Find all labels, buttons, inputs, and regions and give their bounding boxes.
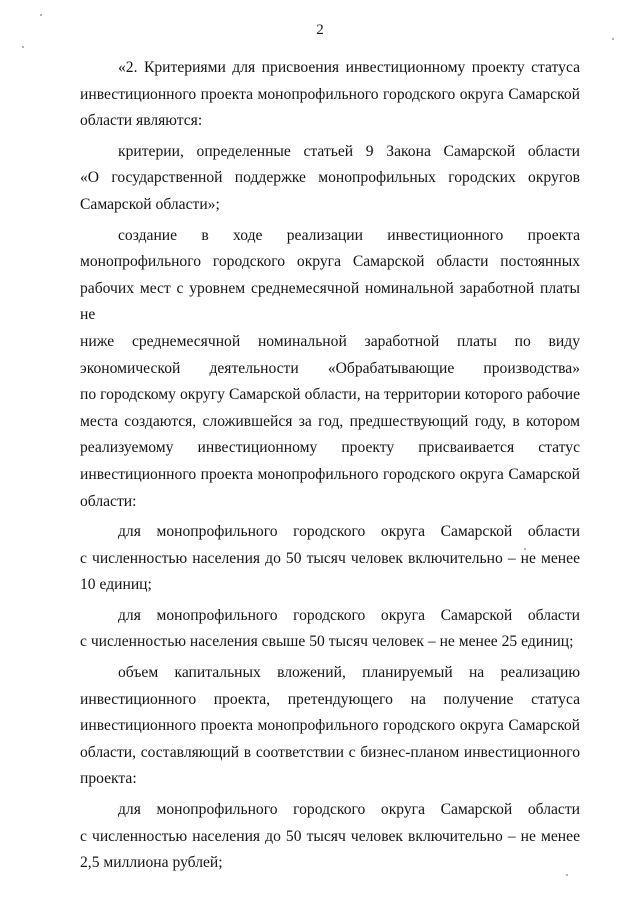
text-line: ниже среднемесячной номинальной заработной платы по виду — [80, 332, 580, 350]
text-line: области являются: — [80, 112, 203, 130]
scan-speck — [40, 14, 42, 16]
text-line: области, составляющий в соответствии с бизнес-планом инвестиционного — [80, 743, 580, 761]
text-line: области: — [80, 492, 137, 510]
text-line: для монопрофильного городского округа Самарской области — [118, 606, 580, 624]
text-line: 10 единиц; — [80, 576, 152, 594]
text-line: с численностью населения свыше 50 тысяч человек – не менее 25 единиц; — [80, 633, 574, 651]
text-line: для монопрофильного городского округа Самарской области — [118, 801, 580, 819]
text-line: критерии, определенные статьей 9 Закона Самарской области — [118, 142, 580, 160]
text-line: для монопрофильного городского округа Самарской области — [118, 523, 580, 541]
text-line: с численностью населения до 50 тысяч человек включительно – не менее — [80, 549, 580, 567]
text-line: места создаются, сложившейся за год, предшествующий году, в котором — [80, 412, 580, 430]
text-line: монопрофильного городского округа Самарской области постоянных — [80, 253, 580, 271]
text-line: объем капитальных вложений, планируемый на реализацию — [118, 664, 580, 682]
paragraph-jobs-creation — [80, 223, 580, 516]
paragraph-jobs-under-50k — [80, 519, 580, 599]
text-line: 2,5 миллиона рублей; — [80, 854, 223, 872]
scan-speck — [22, 46, 24, 48]
paragraph-criteria-intro — [80, 55, 580, 135]
text-line: Самарской области»; — [80, 195, 220, 213]
text-line: инвестиционного проекта, претендующего на получение статуса — [80, 690, 580, 708]
text-line: создание в ходе реализации инвестиционного проекта — [118, 226, 580, 244]
text-line: с численностью населения до 50 тысяч человек включительно – не менее — [80, 827, 580, 845]
text-line: экономической деятельности «Обрабатывающие производства» — [80, 359, 580, 377]
scan-speck — [612, 38, 614, 40]
paragraph-jobs-over-50k — [80, 603, 580, 656]
text-line: «О государственной поддержке монопрофильных городских округов — [80, 169, 580, 187]
text-line: реализуемому инвестиционному проекту присваивается статус — [80, 439, 580, 457]
page-number: 2 — [316, 22, 324, 38]
text-line: рабочих мест с уровнем среднемесячной номинальной заработной платы не — [80, 279, 580, 324]
text-line: проекта: — [80, 770, 137, 788]
text-line: инвестиционного проекта монопрофильного городского округа Самарской — [80, 85, 580, 103]
text-line: по городскому округу Самарской области, на территории которого рабочие — [80, 386, 580, 404]
paragraph-investment-under-50k — [80, 797, 580, 877]
text-line: инвестиционного проекта монопрофильного городского округа Самарской — [80, 465, 580, 483]
text-line: «2. Критериями для присвоения инвестиционному проекту статуса — [118, 59, 580, 76]
paragraph-capital-investment — [80, 660, 580, 793]
document-body — [80, 55, 580, 881]
text-line: инвестиционного проекта монопрофильного городского округа Самарской — [80, 717, 580, 735]
paragraph-law-criteria — [80, 139, 580, 219]
scan-speck — [524, 548, 526, 550]
scan-speck — [566, 874, 568, 876]
